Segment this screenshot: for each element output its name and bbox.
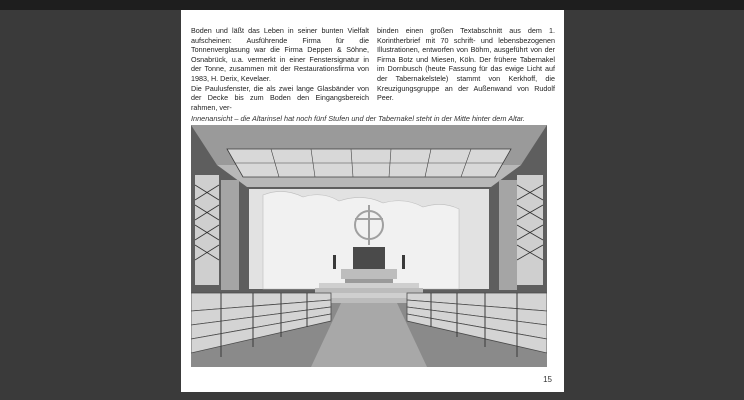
- photo-caption: Innenansicht – die Altarinsel hat noch fünf Stufen und der Tabernakel steht in der Mitte hinter dem Altar.: [191, 114, 525, 123]
- page-number: 15: [543, 375, 552, 384]
- viewer-margin-right: [564, 10, 744, 400]
- church-interior-photo: [191, 125, 547, 367]
- viewer-top-bar: [0, 0, 744, 10]
- document-page: [181, 10, 564, 392]
- text-column-right: [377, 26, 555, 103]
- viewer-margin-left: [0, 10, 181, 400]
- text-column-left: [191, 26, 369, 112]
- paragraph: Boden und läßt das Leben in seiner bunten Vielfalt aufscheinen: Ausführende Firma für die Tonnenverglasung war die Firma Deppen & Söhne, Osnabrück, u.a. vermerkt in einer Fenstersignatur in der Tonne, zusammen mit der Restaurationsfirma von 1983, H. Derix, Kevelaer.: [191, 26, 369, 83]
- paragraph: binden einen großen Textabschnitt aus dem 1. Korintherbrief mit 70 schrift- und lebensbezogenen Illustrationen, entworfen von Böhm, ausgeführt von der Firma Botz und Miesen, Köln. Der frühere Tabernakel im Dornbusch (heute Fassung für das ewige Licht auf der Tabernakelstele) stammt von Kerkhoff, die Kreuzigungsgruppe an der Außenwand von Rudolf Peer.: [377, 26, 555, 103]
- paragraph: Die Paulusfenster, die als zwei lange Glasbänder von der Decke bis zum Boden den Eingangsbereich rahmen, ver-: [191, 83, 369, 112]
